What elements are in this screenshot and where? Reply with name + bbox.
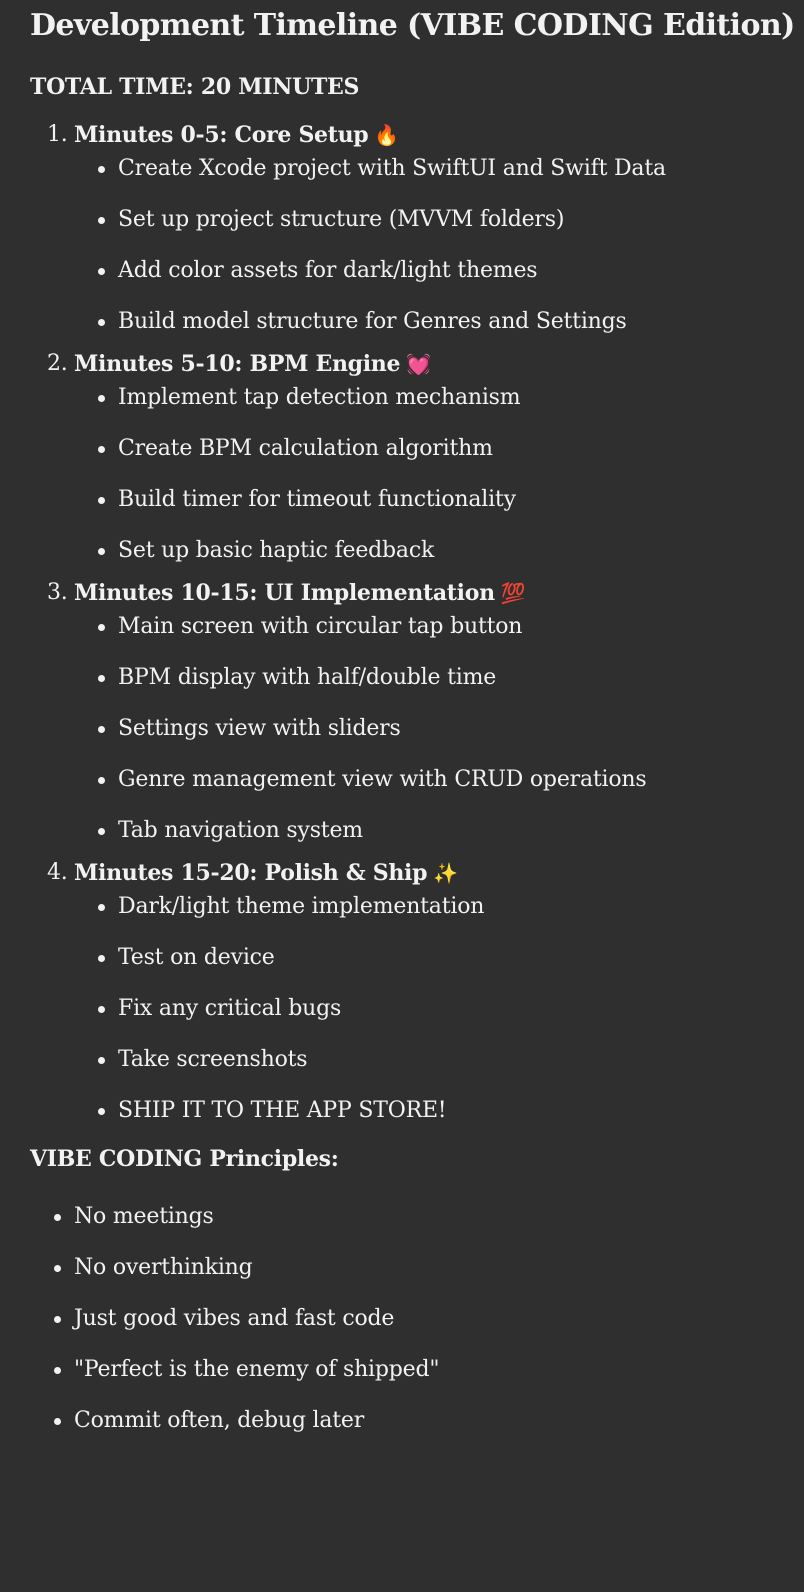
- principles-heading: VIBE CODING Principles:: [30, 1146, 339, 1172]
- list-item: "Perfect is the enemy of shipped": [74, 1355, 774, 1385]
- task-list: [74, 383, 774, 566]
- phase-list: [30, 120, 774, 1126]
- list-item: No meetings: [74, 1202, 774, 1232]
- phase-title: Minutes 15-20: Polish & Ship: [74, 860, 428, 886]
- phase-header: [47, 578, 774, 608]
- list-item: BPM display with half/double time: [118, 663, 774, 693]
- phase-item: [47, 858, 774, 1126]
- phase-number: 3.: [47, 580, 68, 605]
- phase-header: [47, 120, 774, 150]
- list-item: Commit often, debug later: [74, 1406, 774, 1436]
- phase-header: [47, 349, 774, 379]
- list-item: Create BPM calculation algorithm: [118, 434, 774, 464]
- list-item: Test on device: [118, 943, 774, 973]
- list-item: Build model structure for Genres and Settings: [118, 307, 774, 337]
- list-item: Fix any critical bugs: [118, 994, 774, 1024]
- list-item: Set up project structure (MVVM folders): [118, 205, 774, 235]
- list-item: Take screenshots: [118, 1045, 774, 1075]
- phase-item: [47, 120, 774, 337]
- heart-icon: 💓: [406, 352, 431, 376]
- phase-title: Minutes 0-5: Core Setup: [74, 122, 369, 148]
- list-item: Set up basic haptic feedback: [118, 536, 774, 566]
- principles-list: [30, 1202, 774, 1436]
- list-item: No overthinking: [74, 1253, 774, 1283]
- list-item: Create Xcode project with SwiftUI and Swift Data: [118, 154, 774, 184]
- phase-item: [47, 578, 774, 846]
- list-item: Main screen with circular tap button: [118, 612, 774, 642]
- phase-item: [47, 349, 774, 566]
- list-item: Build timer for timeout functionality: [118, 485, 774, 515]
- task-list: [74, 892, 774, 1126]
- list-item: SHIP IT TO THE APP STORE!: [118, 1096, 774, 1126]
- list-item: Just good vibes and fast code: [74, 1304, 774, 1334]
- sparkles-icon: ✨: [433, 861, 458, 885]
- list-item: Tab navigation system: [118, 816, 774, 846]
- page-title: Development Timeline (VIBE CODING Edition): [30, 8, 795, 43]
- list-item: Add color assets for dark/light themes: [118, 256, 774, 286]
- phase-number: 4.: [47, 860, 68, 885]
- total-time: TOTAL TIME: 20 MINUTES: [30, 74, 360, 100]
- task-list: [74, 154, 774, 337]
- list-item: Settings view with sliders: [118, 714, 774, 744]
- task-list: [74, 612, 774, 846]
- list-item: Genre management view with CRUD operations: [118, 765, 774, 795]
- phase-number: 1.: [47, 122, 68, 147]
- fire-icon: 🔥: [374, 123, 399, 147]
- hundred-points-icon: 💯: [500, 581, 526, 605]
- phase-number: 2.: [47, 351, 68, 376]
- list-item: Implement tap detection mechanism: [118, 383, 774, 413]
- phase-title: Minutes 5-10: BPM Engine: [74, 351, 401, 377]
- phase-header: [47, 858, 774, 888]
- list-item: Dark/light theme implementation: [118, 892, 774, 922]
- phase-title: Minutes 10-15: UI Implementation: [74, 580, 495, 606]
